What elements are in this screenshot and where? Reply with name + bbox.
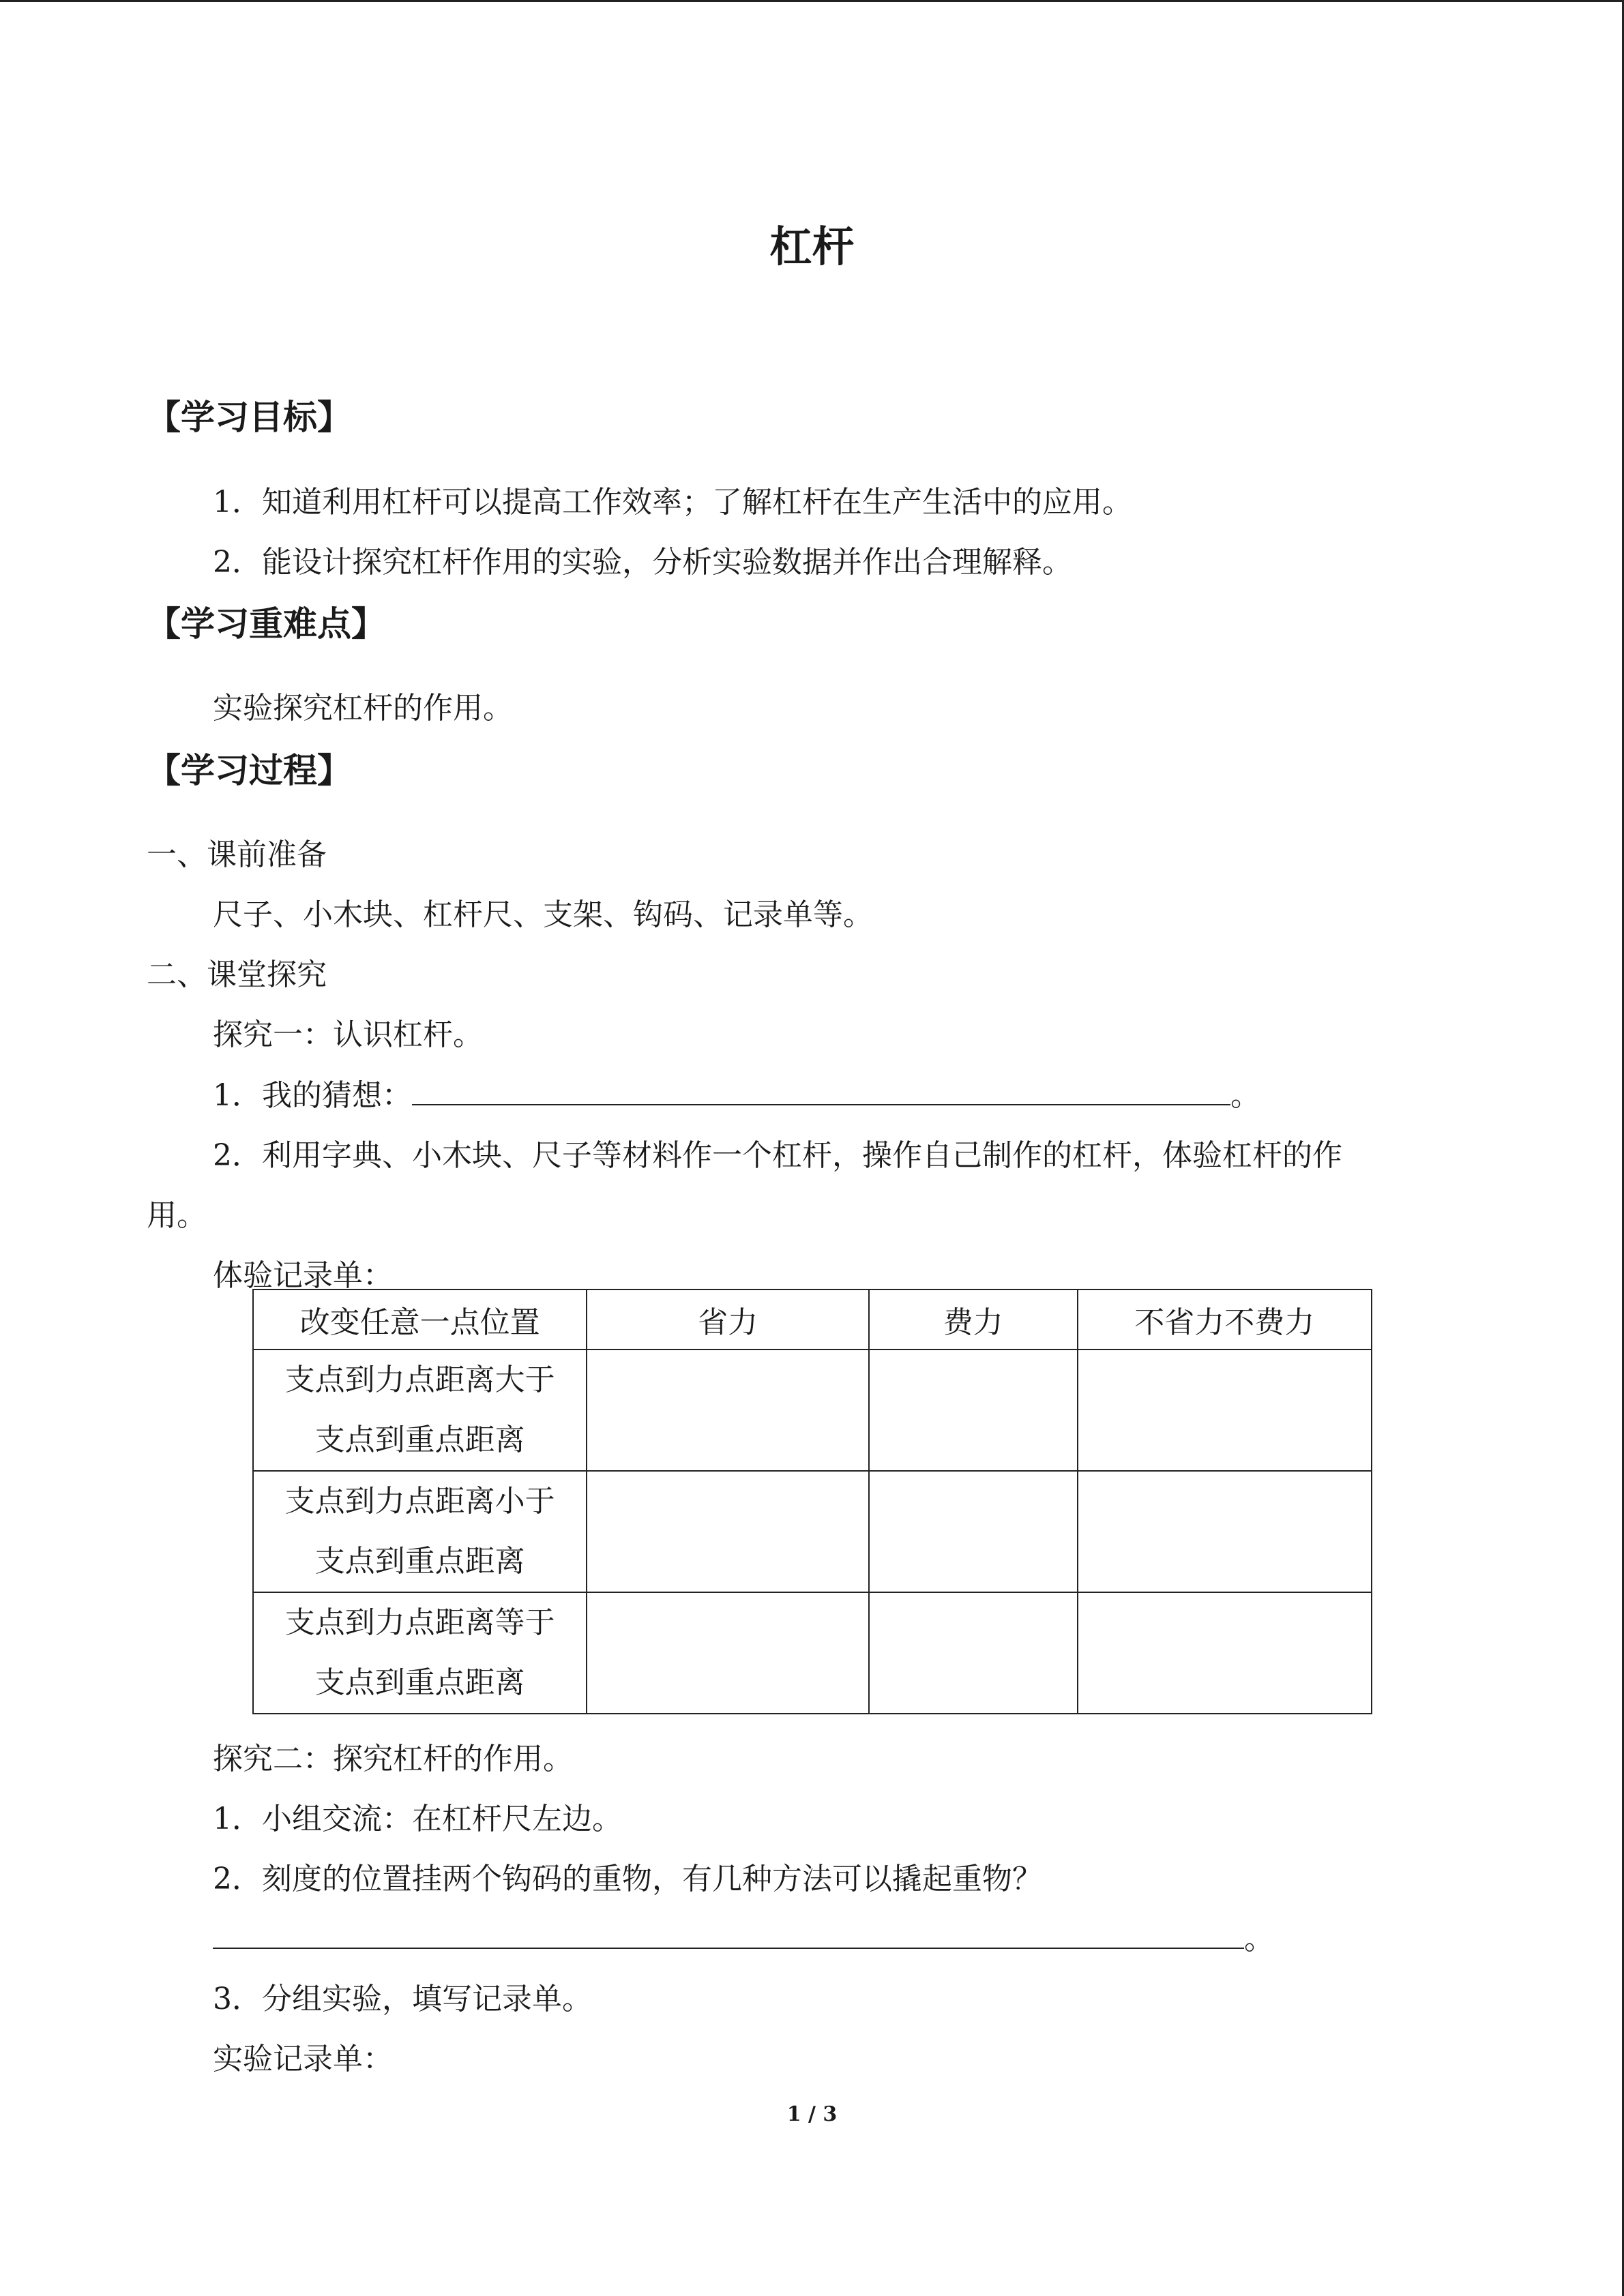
goal-1: 1．知道利用杠杆可以提高工作效率；了解杠杆在生产生活中的应用。	[213, 485, 1132, 520]
row-condition	[253, 1350, 587, 1471]
experience-record-label: 体验记录单：	[213, 1258, 393, 1293]
guess-line	[213, 1071, 1260, 1114]
step-2-line-1: 2．利用字典、小木块、尺子等材料作一个杠杆，操作自己制作的杠杆，体验杠杆的作	[213, 1138, 1342, 1173]
inquiry-1-title: 探究一：认识杠杆。	[213, 1017, 483, 1052]
cell-neither[interactable]	[1078, 1471, 1372, 1592]
row-condition	[253, 1592, 587, 1714]
key-points-heading: 【学习重难点】	[147, 604, 385, 644]
step-2-line-2: 用。	[147, 1198, 207, 1233]
row-condition	[253, 1471, 587, 1592]
table-row	[253, 1471, 1372, 1592]
page-title: 杠杆	[769, 222, 855, 271]
method-answer-period: 。	[1244, 1922, 1274, 1956]
guess-period: 。	[1230, 1078, 1260, 1113]
inquiry-2-title: 探究二：探究杠杆的作用。	[213, 1742, 573, 1776]
table-row	[253, 1592, 1372, 1714]
process-heading: 【学习过程】	[147, 751, 351, 790]
row-condition-line-2: 支点到重点距离	[314, 1422, 525, 1457]
method-answer-blank[interactable]	[213, 1920, 1244, 1949]
prep-title: 一、课前准备	[147, 837, 327, 872]
header-save-effort: 省力	[587, 1289, 868, 1350]
cell-cost-effort[interactable]	[869, 1471, 1078, 1592]
experiment-record-label: 实验记录单：	[213, 2042, 393, 2076]
inquiry-2-step-2: 2．刻度的位置挂两个钩码的重物，有几种方法可以撬起重物？	[213, 1862, 1042, 1896]
inquiry-2-step-3: 3．分组实验，填写记录单。	[213, 1982, 592, 2016]
cell-cost-effort[interactable]	[869, 1350, 1078, 1471]
cell-cost-effort[interactable]	[869, 1592, 1078, 1714]
inquiry-2-step-1: 1．小组交流：在杠杆尺左边。	[213, 1802, 622, 1836]
cell-save-effort[interactable]	[587, 1592, 868, 1714]
row-condition-line-1: 支点到力点距离小于	[284, 1484, 555, 1519]
guess-answer-blank[interactable]	[412, 1077, 1230, 1105]
goals-heading: 【学习目标】	[147, 398, 351, 437]
row-condition-line-1: 支点到力点距离大于	[284, 1362, 555, 1397]
row-condition-line-1: 支点到力点距离等于	[284, 1605, 555, 1640]
cell-save-effort[interactable]	[587, 1350, 868, 1471]
inquiry-2-answer-line	[213, 1914, 1274, 1958]
header-neither: 不省力不费力	[1078, 1289, 1372, 1350]
row-condition-line-2: 支点到重点距离	[314, 1544, 525, 1579]
key-points-text: 实验探究杠杆的作用。	[213, 691, 513, 726]
cell-neither[interactable]	[1078, 1350, 1372, 1471]
cell-save-effort[interactable]	[587, 1471, 868, 1592]
table-header-row	[253, 1289, 1372, 1350]
table-row	[253, 1350, 1372, 1471]
guess-label: 1．我的猜想：	[213, 1078, 412, 1113]
header-cost-effort: 费力	[869, 1289, 1078, 1350]
prep-text: 尺子、小木块、杠杆尺、支架、钩码、记录单等。	[213, 897, 873, 932]
header-position: 改变任意一点位置	[253, 1289, 587, 1350]
experience-record-table	[252, 1289, 1372, 1714]
cell-neither[interactable]	[1078, 1592, 1372, 1714]
class-inquiry-title: 二、课堂探究	[147, 957, 327, 992]
row-condition-line-2: 支点到重点距离	[314, 1665, 525, 1700]
goal-2: 2．能设计探究杠杆作用的实验，分析实验数据并作出合理解释。	[213, 545, 1072, 580]
page-top-border	[0, 0, 1624, 2]
page-number: 1 / 3	[786, 2102, 838, 2126]
